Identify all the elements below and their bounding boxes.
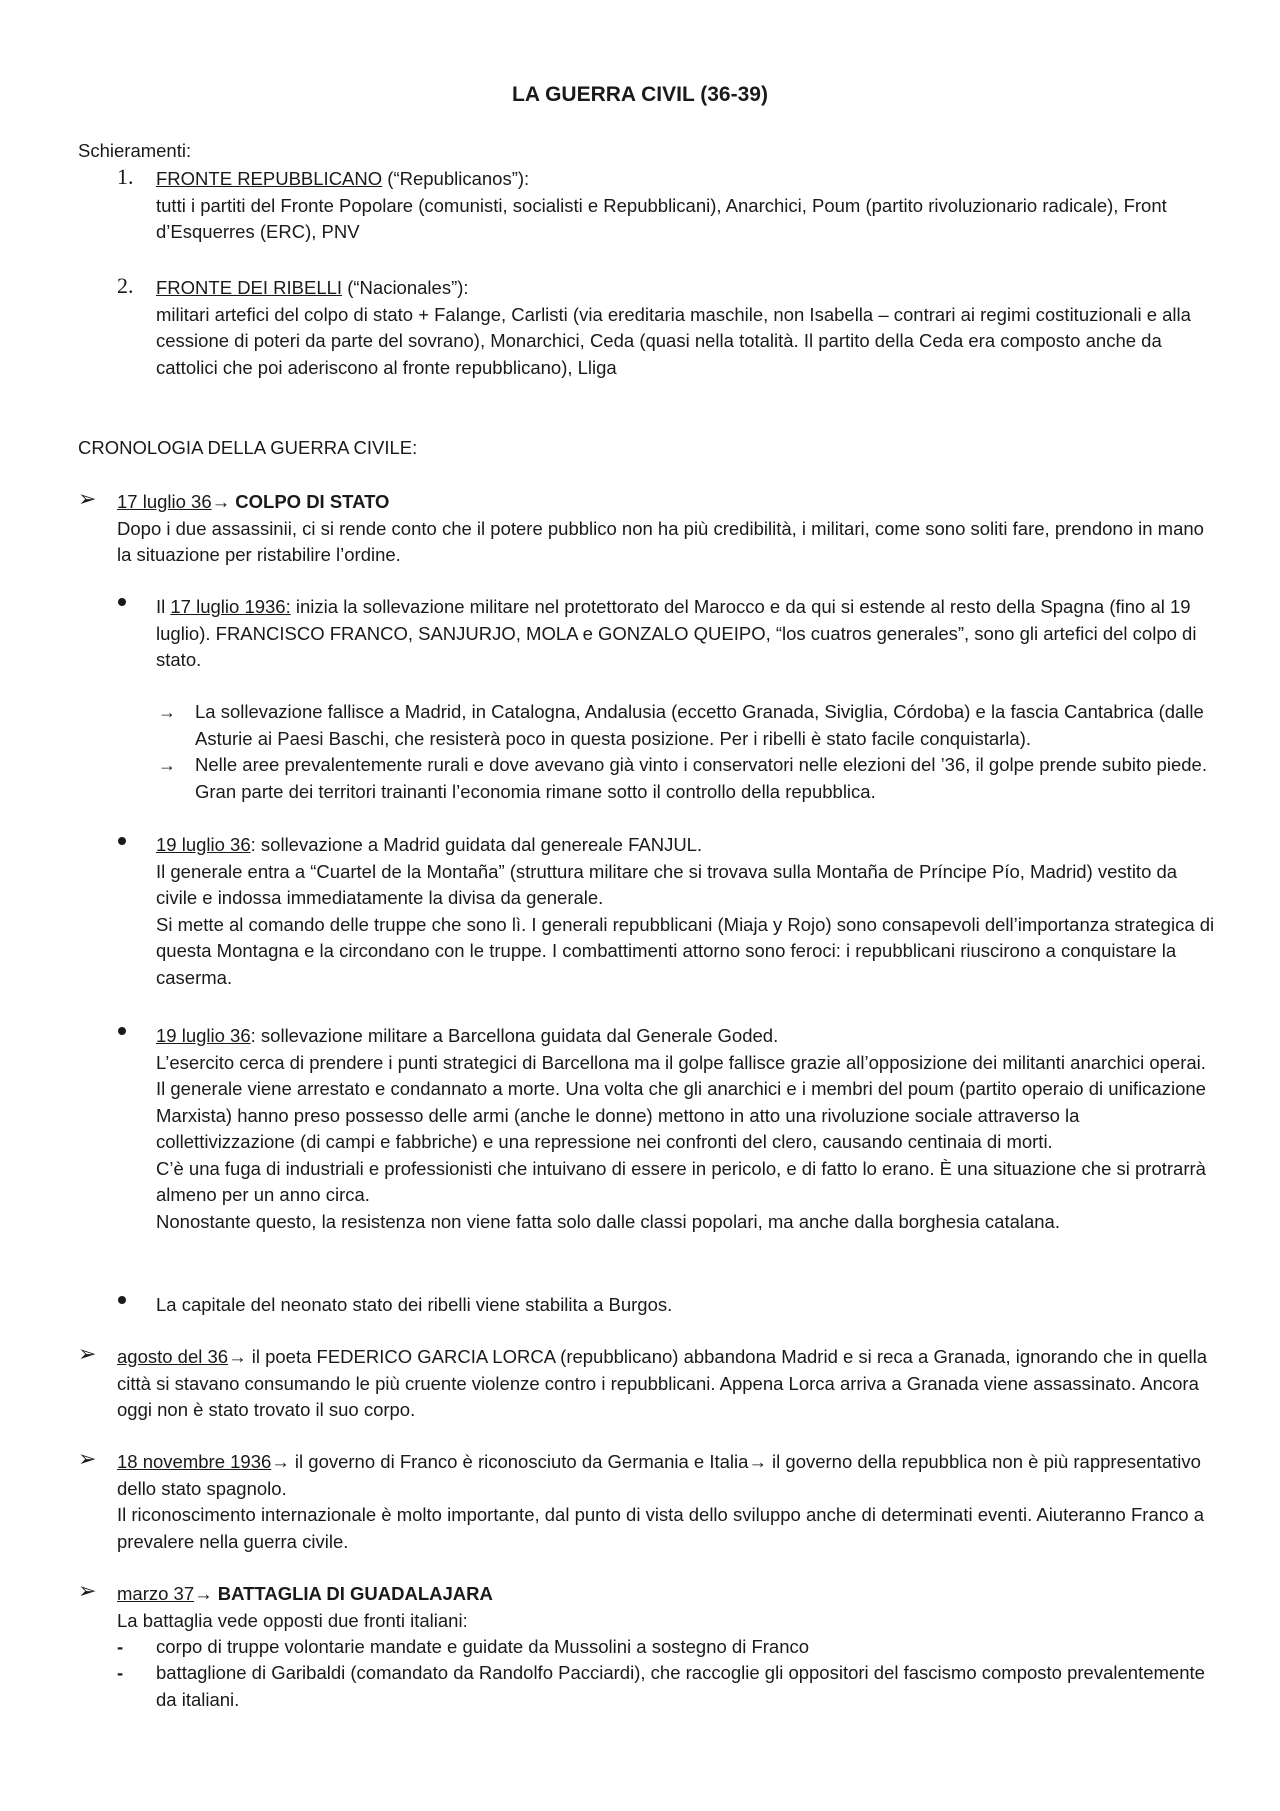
arrow-bullet-icon: → (158, 702, 176, 722)
event-colpo-di-stato (117, 489, 1217, 569)
event-guadalajara (117, 1581, 1217, 1634)
bullet-paragraph: Nonostante questo, la resistenza non viene fatta solo dalle classi popolari, ma anche dalla borghesia catalana. (156, 1210, 1060, 1232)
event-text: il poeta FEDERICO GARCIA LORCA (repubblicano) abbandona Madrid e si reca a Granada, ignorando che in quella città si stavano consumando le più cruente violenze contro i repubblicani. Appena Lorca arriva a Granada viene assassinato. Ancora oggi non è stato trovato il suo corpo. (117, 1346, 1208, 1420)
dash-item-1: corpo di truppe volontarie mandate e guidate da Mussolini a sostegno di Franco (156, 1636, 810, 1657)
bullet-paragraph: Il generale entra a “Cuartel de la Montaña” (struttura militare che si trovava sulla Montaña de Príncipe Pío, Madrid) vestito da civile e indossa immediatamente la divisa da generale. (156, 860, 1178, 908)
page-title: LA GUERRA CIVIL (36-39) (512, 83, 768, 106)
sub-point-1: La sollevazione fallisce a Madrid, in Catalogna, Andalusia (eccetto Granada, Siviglia, Córdoba) e la fascia Cantabrica (dalle Asturie ai Paesi Baschi, che resisterà poco in questa posizione. Per i ribelli è stato facile conquistarla). (195, 701, 1204, 749)
bullet-burgos: La capitale del neonato stato dei ribelli viene stabilita a Burgos. (156, 1294, 673, 1315)
front-2-name: FRONTE DEI RIBELLI (156, 277, 343, 298)
triangle-bullet-icon: ➢ (78, 1446, 97, 1471)
event-text: il governo di Franco è riconosciuto da Germania e Italia→ il governo della repubblica non è più rappresentativo dello stato spagnolo. (117, 1451, 1201, 1499)
bullet-text: : sollevazione a Madrid guidata dal genereale FANJUL. (250, 834, 703, 855)
event-lorca (117, 1344, 1217, 1424)
bullet-date: 19 luglio 36 (156, 834, 251, 855)
dash-bullet-icon: - (117, 1662, 124, 1683)
front-1 (156, 166, 1216, 246)
front-1-name: FRONTE REPUBBLICANO (156, 168, 383, 189)
bullet-text: inizia la sollevazione militare nel protettorato del Marocco e da qui si estende al resto della Spagna (fino al 19 luglio). FRANCISCO FRANCO, SANJURJO, MOLA e GONZALO QUEIPO, “los cuatros generales”, sono gli artefici del colpo di stato. (156, 596, 1197, 670)
event-text: Dopo i due assassinii, ci si rende conto che il potere pubblico non ha più credibilità, i militari, come sono soliti fare, prendono in mano la situazione per ristabilire l’ordine. (117, 517, 1204, 565)
bullet-madrid (156, 832, 1216, 991)
bullet-icon (118, 1027, 126, 1035)
triangle-bullet-icon: ➢ (78, 1341, 97, 1366)
bullet-barcellona (156, 1023, 1216, 1235)
event-heading: BATTAGLIA DI GUADALAJARA (217, 1583, 493, 1604)
dash-bullet-icon: - (117, 1636, 124, 1657)
arrow-icon: → (211, 491, 236, 512)
event-date: 18 novembre 1936 (117, 1451, 272, 1472)
bullet-icon (118, 598, 126, 606)
bullet-17-luglio (156, 594, 1216, 674)
bullet-paragraph: Si mette al comando delle truppe che sono lì. I generali repubblicani (Miaja y Rojo) sono consapevoli dell’importanza strategica di questa Montagna e la circondano con le truppe. I combattimenti attorno sono feroci: i repubblicani riuscirono a conquistare la caserma. (156, 913, 1215, 988)
event-paragraph: Il riconoscimento internazionale è molto importante, dal punto di vista dello sviluppo anche di determinati eventi. Aiuteranno Franco a prevalere nella guerra civile. (117, 1504, 1204, 1552)
front-1-desc: tutti i partiti del Fronte Popolare (comunisti, socialisti e Repubblicani), Anarchici, Poum (partito rivoluzionario radicale), Front d’Esquerres (ERC), PNV (156, 194, 1167, 242)
front-1-number: 1. (117, 164, 134, 189)
front-2-alias: (“Nacionales”): (342, 277, 469, 298)
schieramenti-label: Schieramenti: (78, 140, 192, 161)
event-date: marzo 37 (117, 1583, 195, 1604)
sub-point-2: Nelle aree prevalentemente rurali e dove avevano già vinto i conservatori nelle elezioni del ’36, il golpe prende subito piede. Gran parte dei territori trainanti l’economia rimane sotto il controllo della repubblica. (195, 754, 1207, 802)
bullet-prefix: Il (156, 596, 171, 617)
bullet-date: 19 luglio 36 (156, 1025, 251, 1046)
event-riconoscimento (117, 1449, 1217, 1555)
front-1-alias: (“Republicanos”): (382, 168, 530, 189)
event-text: La battaglia vede opposti due fronti italiani: (117, 1609, 468, 1631)
triangle-bullet-icon: ➢ (78, 486, 97, 511)
front-2-desc: militari artefici del colpo di stato + Falange, Carlisti (via ereditaria maschile, non Isabella – contrari ai regimi costituzionali e alla cessione di poteri da parte del sovrano), Monarchici, Ceda (quasi nella totalità. Il partito della Ceda era composto anche da cattolici che poi aderiscono al fronte repubblicano), Lliga (156, 303, 1191, 378)
dash-item-2: battaglione di Garibaldi (comandato da Randolfo Pacciardi), che raccoglie gli oppositori del fascismo composto prevalentemente da italiani. (156, 1662, 1205, 1710)
event-heading: COLPO DI STATO (235, 491, 390, 512)
bullet-icon (118, 1296, 126, 1304)
bullet-text: : sollevazione militare a Barcellona guidata dal Generale Goded. (250, 1025, 779, 1046)
bullet-icon (118, 837, 126, 845)
bullet-paragraph: C’è una fuga di industriali e professionisti che intuivano di essere in pericolo, e di fatto lo erano. È una situazione che si protrarrà almeno per un anno circa. (156, 1157, 1206, 1205)
event-date: 17 luglio 36 (117, 491, 212, 512)
cronologia-label: CRONOLOGIA DELLA GUERRA CIVILE: (78, 437, 418, 458)
event-date: agosto del 36 (117, 1346, 229, 1367)
bullet-paragraph: L’esercito cerca di prendere i punti strategici di Barcellona ma il golpe fallisce grazie all’opposizione dei militanti anarchici operai. Il generale viene arrestato e condannato a morte. Una volta che gli anarchici e i membri del poum (partito operaio di unificazione Marxista) hanno preso possesso delle armi (anche le donne) mettono in atto una rivoluzione sociale attraverso la collettivizzazione (di campi e fabbriche) e una repressione nei confronti del clero, causando centinaia di morti. (156, 1051, 1206, 1152)
bullet-date: 17 luglio 1936: (170, 596, 291, 617)
triangle-bullet-icon: ➢ (78, 1578, 97, 1603)
arrow-icon: → (194, 1583, 218, 1604)
arrow-bullet-icon: → (158, 755, 176, 775)
front-2-number: 2. (117, 273, 134, 298)
arrow-icon: → (271, 1451, 290, 1472)
front-2 (156, 275, 1216, 381)
arrow-icon: → (228, 1346, 247, 1367)
